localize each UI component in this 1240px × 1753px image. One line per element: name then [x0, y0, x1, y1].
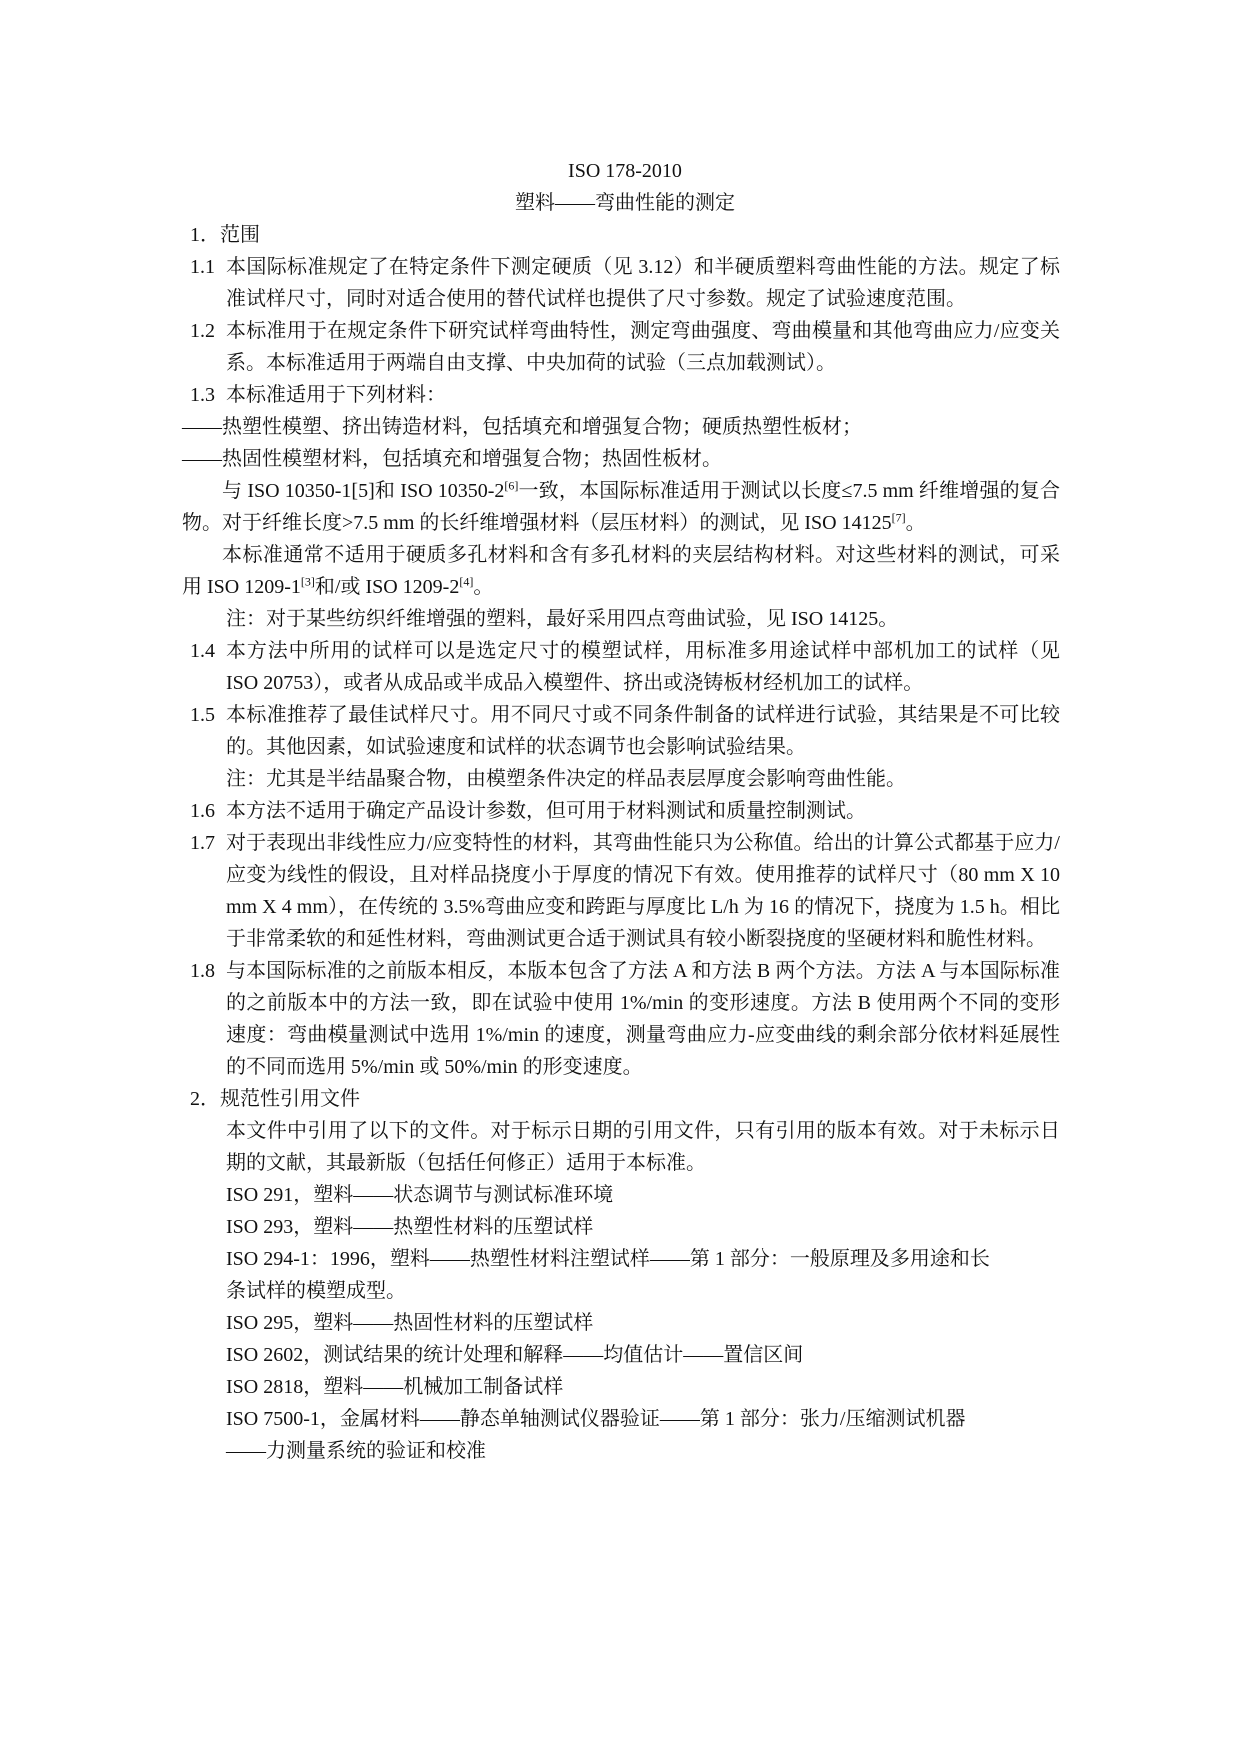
- reference-iso-2818: ISO 2818，塑料——机械加工制备试样: [226, 1376, 564, 1398]
- document-body: [182, 155, 1061, 1467]
- clause-1-5-text: 本标准推荐了最佳试样尺寸。用不同尺寸或不同条件制备的试样进行试验，其结果是不可比较的。其他因素，如试验速度和试样的状态调节也会影响试验结果。: [226, 704, 1060, 758]
- reference-iso-294-1-line-1: ISO 294-1：1996，塑料——热塑性材料注塑试样——第 1 部分：一般原理及多用途和长: [226, 1248, 990, 1270]
- reference-iso-294-1: [190, 1243, 1060, 1307]
- citation-7: [7]: [891, 510, 906, 525]
- clause-1-7: [190, 827, 1060, 955]
- section-1-number: 1．: [190, 224, 220, 246]
- clause-1-7-number: 1.7: [190, 832, 215, 854]
- paragraph-iso10350-text-a: 与 ISO 10350-1[5]和 ISO 10350-2: [222, 480, 505, 502]
- reference-iso-7500-1-line-2: ——力测量系统的验证和校准: [226, 1440, 486, 1462]
- paragraph-iso10350-text-c: 。: [905, 512, 926, 534]
- clause-1-6-number: 1.6: [190, 800, 215, 822]
- clause-1-7-text: 对于表现出非线性应力/应变特性的材料，其弯曲性能只为公称值。给出的计算公式都基于应力/应变为线性的假设，且对样品挠度小于厚度的情况下有效。使用推荐的试样尺寸（80 mm X 10 mm X 4 mm），在传统的 3.5%弯曲应变和跨距与厚度比 L/h 为 16 的情况下，挠度为 1.5 h。相比于非常柔软的和延性材料，弯曲测试更合适于测试具有较小断裂挠度的坚硬材料和脆性材料。: [226, 832, 1060, 950]
- document-title: 塑料——弯曲性能的测定: [515, 192, 735, 214]
- clause-1-2-text: 本标准用于在规定条件下研究试样弯曲特性，测定弯曲强度、弯曲模量和其他弯曲应力/应变关系。本标准适用于两端自由支撑、中央加荷的试验（三点加载测试）。: [226, 320, 1060, 374]
- section-2-heading: [190, 1083, 1060, 1115]
- citation-4: [4]: [459, 574, 474, 589]
- reference-iso-2602: ISO 2602，测试结果的统计处理和解释——均值估计——置信区间: [226, 1344, 804, 1366]
- clause-1-1: [190, 251, 1060, 315]
- paragraph-iso10350: [182, 475, 1060, 539]
- clause-1-2-number: 1.2: [190, 320, 215, 342]
- paragraph-porous: [182, 539, 1060, 603]
- clause-1-8-text: 与本国际标准的之前版本相反，本版本包含了方法 A 和方法 B 两个方法。方法 A 与本国际标准的之前版本中的方法一致，即在试验中使用 1%/min 的变形速度。方法 B 使用两个不同的变形速度：弯曲模量测试中选用 1%/min 的速度，测量弯曲应力-应变曲线的剩余部分依材料延展性的不同而选用 5%/min 或 50%/min 的形变速度。: [226, 960, 1060, 1078]
- clause-1-1-text: 本国际标准规定了在特定条件下测定硬质（见 3.12）和半硬质塑料弯曲性能的方法。规定了标准试样尺寸，同时对适合使用的替代试样也提供了尺寸参数。规定了试验速度范围。: [226, 256, 1060, 310]
- paragraph-porous-text-b: 和/或 ISO 1209-2: [314, 576, 460, 598]
- note-semicrystalline: 注：尤其是半结晶聚合物，由模塑条件决定的样品表层厚度会影响弯曲性能。: [226, 768, 906, 790]
- clause-1-4-text: 本方法中所用的试样可以是选定尺寸的模塑试样，用标准多用途试样中部机加工的试样（见 ISO 20753），或者从成品或半成品入模塑件、挤出或浇铸板材经机加工的试样。: [226, 640, 1060, 694]
- reference-iso-295: ISO 295，塑料——热固性材料的压塑试样: [226, 1312, 594, 1334]
- reference-iso-293: ISO 293，塑料——热塑性材料的压塑试样: [226, 1216, 594, 1238]
- clause-1-6: [190, 795, 1060, 827]
- clause-1-5: [190, 699, 1060, 763]
- clause-1-1-number: 1.1: [190, 256, 215, 278]
- clause-1-3-text: 本标准适用于下列材料：: [226, 384, 446, 406]
- clause-1-3-number: 1.3: [190, 384, 215, 406]
- reference-iso-7500-1-line-1: ISO 7500-1，金属材料——静态单轴测试仪器验证——第 1 部分：张力/压缩测试机器: [226, 1408, 966, 1430]
- clause-1-4: [190, 635, 1060, 699]
- reference-iso-7500-1: [190, 1403, 1060, 1467]
- standard-id: ISO 178-2010: [568, 160, 682, 182]
- section-2-number: 2．: [190, 1088, 220, 1110]
- citation-3: [3]: [300, 574, 315, 589]
- clause-1-3: [190, 379, 1060, 411]
- section-2-title: 规范性引用文件: [220, 1088, 360, 1110]
- citation-6: [6]: [504, 478, 519, 493]
- clause-1-6-text: 本方法不适用于确定产品设计参数，但可用于材料测试和质量控制测试。: [226, 800, 866, 822]
- section-1-heading: [190, 219, 1060, 251]
- reference-iso-294-1-line-2: 条试样的模塑成型。: [226, 1280, 406, 1302]
- clause-1-4-number: 1.4: [190, 640, 215, 662]
- clause-1-8: [190, 955, 1060, 1083]
- section-2-intro: 本文件中引用了以下的文件。对于标示日期的引用文件，只有引用的版本有效。对于未标示日期的文献，其最新版（包括任何修正）适用于本标准。: [226, 1120, 1060, 1174]
- note-four-point-bending: 注：对于某些纺织纤维增强的塑料，最好采用四点弯曲试验，见 ISO 14125。: [226, 608, 899, 630]
- material-list-item-thermoset: ——热固性模塑材料，包括填充和增强复合物；热固性板材。: [182, 448, 722, 470]
- section-1-title: 范围: [220, 224, 260, 246]
- clause-1-8-number: 1.8: [190, 960, 215, 982]
- paragraph-porous-text-a: 本标准通常不适用于硬质多孔材料和含有多孔材料的夹层结构材料。对这些材料的测试，可采用 ISO 1209-1: [182, 544, 1060, 598]
- paragraph-iso10350-text-b: 一致，本国际标准适用于测试以长度≤7.5 mm 纤维增强的复合物。对于纤维长度>7.5 mm 的长纤维增强材料（层压材料）的测试，见 ISO 14125: [182, 480, 1061, 534]
- clause-1-5-number: 1.5: [190, 704, 215, 726]
- clause-1-2: [190, 315, 1060, 379]
- reference-iso-291: ISO 291，塑料——状态调节与测试标准环境: [226, 1184, 614, 1206]
- material-list-item-thermoplastic: ——热塑性模塑、挤出铸造材料，包括填充和增强复合物；硬质热塑性板材；: [182, 416, 862, 438]
- paragraph-porous-text-c: 。: [473, 576, 494, 598]
